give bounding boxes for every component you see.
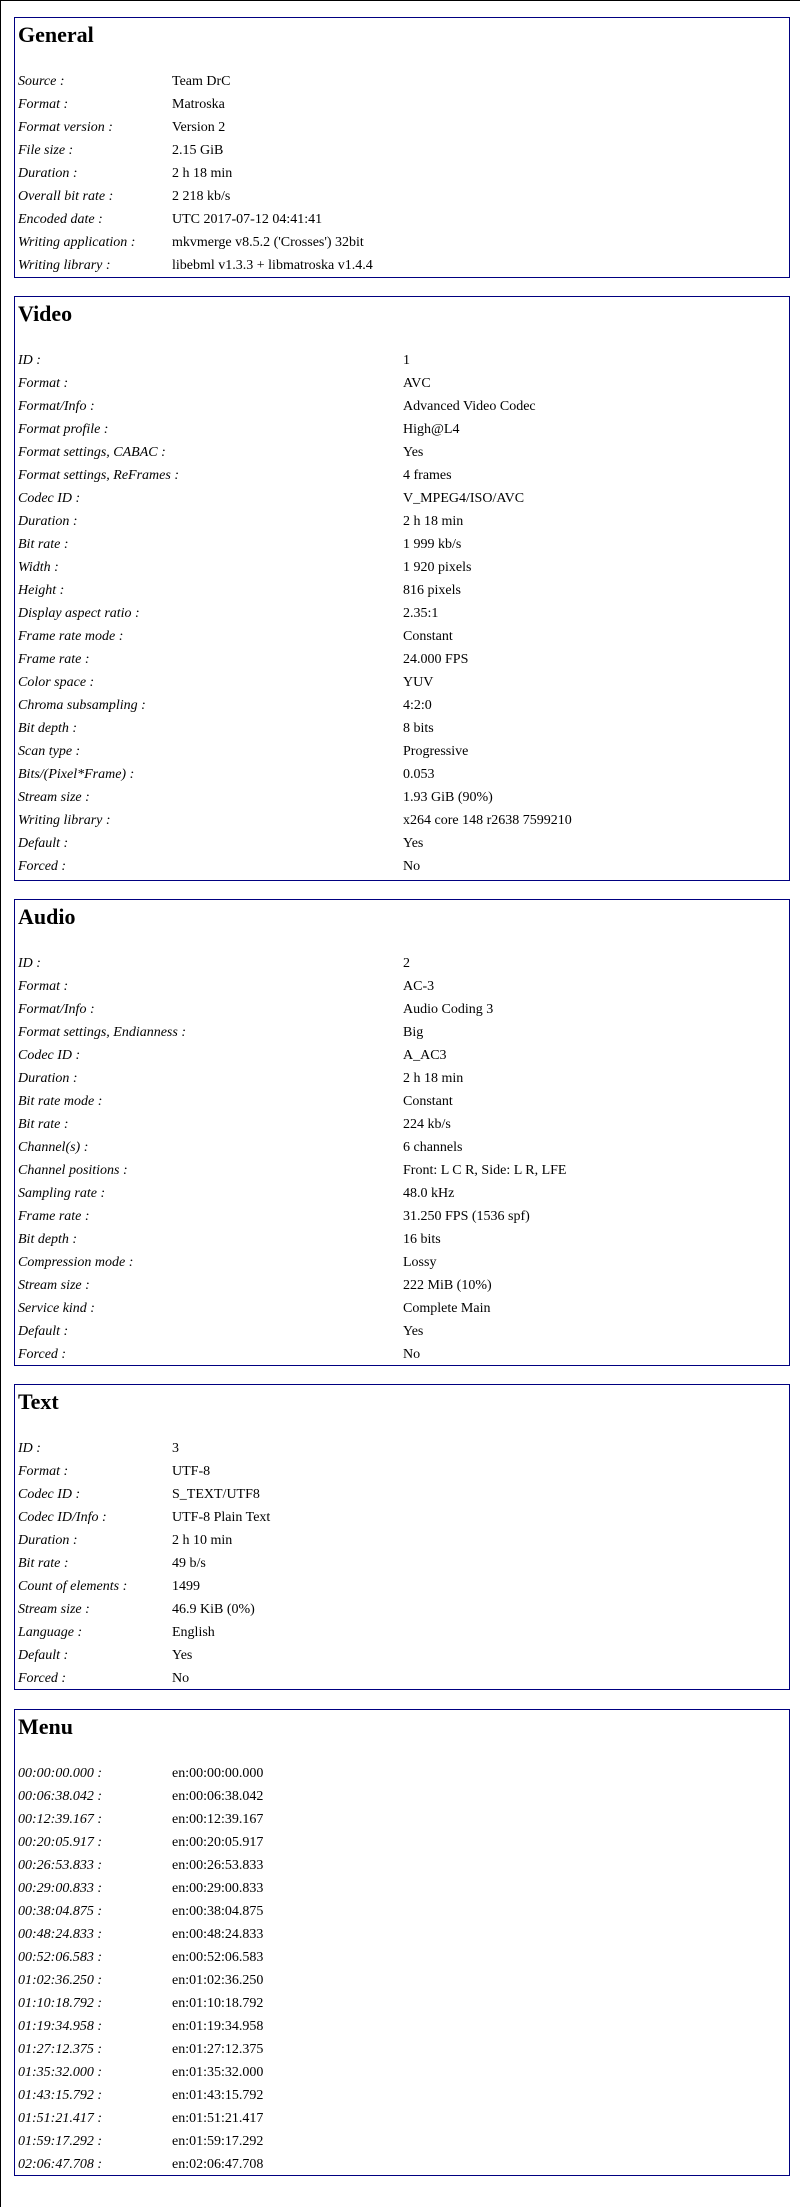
audio-rows: [18, 952, 789, 1366]
audio-row: [18, 1320, 789, 1343]
general-field-value: 2.15 GiB: [172, 143, 224, 158]
video-field-value: 816 pixels: [403, 583, 461, 598]
menu-field-value: en:00:29:00.833: [172, 1881, 264, 1896]
video-field-label: Frame rate :: [18, 652, 90, 667]
audio-row: [18, 1228, 789, 1251]
menu-row: [18, 2015, 789, 2038]
menu-field-value: en:01:19:34.958: [172, 2019, 264, 2034]
video-row: [18, 556, 789, 579]
video-section: [14, 296, 790, 881]
menu-field-value: en:00:06:38.042: [172, 1789, 264, 1804]
text-field-value: S_TEXT/UTF8: [172, 1487, 260, 1502]
menu-field-label: 00:52:06.583 :: [18, 1950, 102, 1965]
video-field-value: 1.93 GiB (90%): [403, 790, 493, 805]
menu-row: [18, 1923, 789, 1946]
video-row: [18, 579, 789, 602]
audio-field-value: Audio Coding 3: [403, 1002, 494, 1017]
general-field-label: Writing application :: [18, 235, 136, 250]
audio-row: [18, 1136, 789, 1159]
video-field-value: V_MPEG4/ISO/AVC: [403, 491, 525, 506]
audio-row: [18, 1182, 789, 1205]
general-field-label: Source :: [18, 74, 65, 89]
video-field-label: Stream size :: [18, 790, 90, 805]
video-field-label: Default :: [18, 836, 69, 851]
menu-field-label: 00:20:05.917 :: [18, 1835, 102, 1850]
menu-field-value: en:00:48:24.833: [172, 1927, 264, 1942]
menu-field-value: en:01:27:12.375: [172, 2042, 264, 2057]
general-rows: [18, 70, 789, 277]
text-row: [18, 1552, 789, 1575]
video-row: [18, 855, 789, 878]
video-row: [18, 533, 789, 556]
video-field-value: 4:2:0: [403, 698, 432, 713]
menu-row: [18, 2038, 789, 2061]
menu-field-value: en:00:00:00.000: [172, 1766, 264, 1781]
menu-field-label: 00:00:00.000 :: [18, 1766, 102, 1781]
menu-field-label: 01:10:18.792 :: [18, 1996, 102, 2011]
video-row: [18, 648, 789, 671]
video-row: [18, 349, 789, 372]
video-field-value: Yes: [403, 445, 424, 460]
audio-field-value: Front: L C R, Side: L R, LFE: [403, 1163, 567, 1178]
audio-row: [18, 1205, 789, 1228]
text-field-value: No: [172, 1671, 190, 1686]
general-section: [14, 17, 790, 278]
video-field-label: Height :: [18, 583, 65, 598]
text-section: [14, 1384, 790, 1690]
video-field-label: Forced :: [18, 859, 67, 874]
general-field-label: Duration :: [18, 166, 78, 181]
video-row: [18, 464, 789, 487]
video-row: [18, 671, 789, 694]
general-field-value: Matroska: [172, 97, 225, 112]
menu-field-label: 02:06:47.708 :: [18, 2157, 102, 2172]
text-field-label: Duration :: [18, 1533, 78, 1548]
video-field-label: Format profile :: [18, 422, 109, 437]
menu-heading: Menu: [18, 1714, 73, 1739]
video-field-label: Bit rate :: [18, 537, 69, 552]
video-field-value: Advanced Video Codec: [403, 399, 536, 414]
video-field-value: Progressive: [403, 744, 469, 759]
general-field-label: Format version :: [18, 120, 113, 135]
audio-field-value: AC-3: [403, 979, 435, 994]
text-row: [18, 1667, 789, 1690]
menu-row: [18, 1969, 789, 1992]
audio-field-label: Stream size :: [18, 1278, 90, 1293]
audio-field-value: No: [403, 1347, 421, 1362]
audio-field-value: 16 bits: [403, 1232, 441, 1247]
menu-field-label: 00:38:04.875 :: [18, 1904, 102, 1919]
audio-field-label: Format :: [18, 979, 69, 994]
menu-row: [18, 2107, 789, 2130]
menu-row: [18, 2084, 789, 2107]
menu-row: [18, 1808, 789, 1831]
audio-field-label: Channel(s) :: [18, 1140, 89, 1155]
video-row: [18, 832, 789, 855]
audio-field-value: Yes: [403, 1324, 424, 1339]
video-heading: Video: [18, 301, 73, 326]
general-field-value: 2 h 18 min: [172, 166, 233, 181]
menu-field-label: 00:12:39.167 :: [18, 1812, 102, 1827]
audio-field-label: Default :: [18, 1324, 69, 1339]
menu-row: [18, 1946, 789, 1969]
audio-field-value: Constant: [403, 1094, 453, 1109]
menu-row: [18, 1854, 789, 1877]
menu-field-label: 01:59:17.292 :: [18, 2134, 102, 2149]
text-field-value: UTF-8 Plain Text: [172, 1510, 271, 1525]
audio-row: [18, 1113, 789, 1136]
general-row: [18, 139, 789, 162]
menu-field-label: 01:51:21.417 :: [18, 2111, 102, 2126]
video-field-label: Bit depth :: [18, 721, 78, 736]
menu-field-value: en:01:43:15.792: [172, 2088, 264, 2103]
audio-field-value: Lossy: [403, 1255, 437, 1270]
general-heading: General: [18, 22, 94, 47]
menu-field-value: en:01:51:21.417: [172, 2111, 264, 2126]
text-field-value: UTF-8: [172, 1464, 211, 1479]
video-field-value: AVC: [403, 376, 431, 391]
video-field-value: 2.35:1: [403, 606, 439, 621]
audio-field-value: 2 h 18 min: [403, 1071, 464, 1086]
general-field-label: Format :: [18, 97, 69, 112]
video-field-value: No: [403, 859, 421, 874]
audio-row: [18, 1021, 789, 1044]
general-field-label: Overall bit rate :: [18, 189, 114, 204]
menu-field-value: en:00:52:06.583: [172, 1950, 264, 1965]
audio-row: [18, 952, 789, 975]
audio-field-value: 2: [403, 956, 410, 971]
text-rows: [18, 1437, 789, 1690]
video-field-value: YUV: [403, 675, 434, 690]
menu-row: [18, 1900, 789, 1923]
text-field-label: Language :: [18, 1625, 83, 1640]
audio-field-value: Big: [403, 1025, 424, 1040]
general-field-value: libebml v1.3.3 + libmatroska v1.4.4: [172, 258, 373, 273]
video-row: [18, 763, 789, 786]
video-row: [18, 694, 789, 717]
text-field-value: 49 b/s: [172, 1556, 206, 1571]
video-row: [18, 717, 789, 740]
menu-row: [18, 2153, 789, 2176]
video-row: [18, 786, 789, 809]
general-row: [18, 162, 789, 185]
general-field-label: Writing library :: [18, 258, 111, 273]
video-rows: [18, 349, 789, 878]
text-field-label: Default :: [18, 1648, 69, 1663]
menu-field-label: 00:48:24.833 :: [18, 1927, 102, 1942]
audio-section: [14, 899, 790, 1366]
general-field-value: 2 218 kb/s: [172, 189, 231, 204]
menu-row: [18, 2130, 789, 2153]
video-row: [18, 487, 789, 510]
text-field-label: Forced :: [18, 1671, 67, 1686]
menu-field-value: en:00:26:53.833: [172, 1858, 264, 1873]
video-field-label: Format settings, CABAC :: [18, 445, 166, 460]
audio-row: [18, 1343, 789, 1366]
video-row: [18, 510, 789, 533]
audio-field-value: 224 kb/s: [403, 1117, 451, 1132]
audio-field-label: Duration :: [18, 1071, 78, 1086]
menu-field-value: en:01:10:18.792: [172, 1996, 264, 2011]
text-field-value: 2 h 10 min: [172, 1533, 233, 1548]
video-field-label: Codec ID :: [18, 491, 81, 506]
audio-field-value: 48.0 kHz: [403, 1186, 455, 1201]
text-row: [18, 1506, 789, 1529]
text-field-label: Stream size :: [18, 1602, 90, 1617]
menu-row: [18, 1992, 789, 2015]
menu-field-label: 00:26:53.833 :: [18, 1858, 102, 1873]
audio-field-label: Sampling rate :: [18, 1186, 106, 1201]
audio-field-value: 222 MiB (10%): [403, 1278, 492, 1293]
video-field-label: Display aspect ratio :: [18, 606, 140, 621]
video-row: [18, 809, 789, 832]
text-row: [18, 1644, 789, 1667]
audio-row: [18, 1090, 789, 1113]
menu-field-value: en:01:35:32.000: [172, 2065, 264, 2080]
menu-field-value: en:01:02:36.250: [172, 1973, 264, 1988]
text-field-label: Codec ID/Info :: [18, 1510, 107, 1525]
menu-field-label: 01:02:36.250 :: [18, 1973, 102, 1988]
audio-field-label: Codec ID :: [18, 1048, 81, 1063]
video-row: [18, 395, 789, 418]
general-field-value: Version 2: [172, 120, 226, 135]
menu-row: [18, 1785, 789, 1808]
video-field-label: Scan type :: [18, 744, 81, 759]
audio-row: [18, 1274, 789, 1297]
video-field-label: Duration :: [18, 514, 78, 529]
text-field-label: Count of elements :: [18, 1579, 128, 1594]
menu-field-value: en:00:20:05.917: [172, 1835, 264, 1850]
video-field-value: Yes: [403, 836, 424, 851]
text-field-label: Bit rate :: [18, 1556, 69, 1571]
text-row: [18, 1621, 789, 1644]
audio-field-value: 6 channels: [403, 1140, 463, 1155]
video-row: [18, 441, 789, 464]
text-row: [18, 1575, 789, 1598]
text-row: [18, 1460, 789, 1483]
menu-row: [18, 1831, 789, 1854]
video-field-label: Format/Info :: [18, 399, 95, 414]
text-field-label: Format :: [18, 1464, 69, 1479]
audio-field-label: Channel positions :: [18, 1163, 128, 1178]
text-field-value: 46.9 KiB (0%): [172, 1602, 255, 1617]
video-field-value: 8 bits: [403, 721, 434, 736]
general-field-value: Team DrC: [172, 74, 231, 89]
video-field-label: Width :: [18, 560, 59, 575]
audio-field-value: 31.250 FPS (1536 spf): [403, 1209, 530, 1224]
video-field-label: Frame rate mode :: [18, 629, 124, 644]
video-field-label: Color space :: [18, 675, 95, 690]
menu-field-label: 00:06:38.042 :: [18, 1789, 102, 1804]
general-row: [18, 70, 789, 93]
video-field-value: 1 920 pixels: [403, 560, 472, 575]
menu-row: [18, 1877, 789, 1900]
audio-field-label: Compression mode :: [18, 1255, 134, 1270]
general-field-value: UTC 2017-07-12 04:41:41: [172, 212, 323, 227]
audio-heading: Audio: [18, 904, 76, 929]
general-row: [18, 93, 789, 116]
video-row: [18, 372, 789, 395]
menu-field-label: 01:19:34.958 :: [18, 2019, 102, 2034]
text-row: [18, 1437, 789, 1460]
audio-field-value: Complete Main: [403, 1301, 491, 1316]
video-field-value: 0.053: [403, 767, 435, 782]
video-field-label: ID :: [18, 353, 41, 368]
video-field-value: 1 999 kb/s: [403, 537, 462, 552]
menu-row: [18, 1762, 789, 1785]
video-field-value: 2 h 18 min: [403, 514, 464, 529]
text-field-label: Codec ID :: [18, 1487, 81, 1502]
audio-field-label: Bit rate mode :: [18, 1094, 103, 1109]
audio-field-label: Service kind :: [18, 1301, 95, 1316]
audio-row: [18, 1251, 789, 1274]
text-field-value: Yes: [172, 1648, 193, 1663]
text-field-label: ID :: [18, 1441, 41, 1456]
text-field-value: 1499: [172, 1579, 200, 1594]
audio-row: [18, 1067, 789, 1090]
menu-field-value: en:00:38:04.875: [172, 1904, 264, 1919]
audio-field-value: A_AC3: [403, 1048, 447, 1063]
menu-row: [18, 2061, 789, 2084]
menu-field-label: 01:43:15.792 :: [18, 2088, 102, 2103]
audio-row: [18, 1044, 789, 1067]
text-field-value: 3: [172, 1441, 179, 1456]
video-field-label: Chroma subsampling :: [18, 698, 146, 713]
general-row: [18, 185, 789, 208]
audio-field-label: Forced :: [18, 1347, 67, 1362]
audio-field-label: ID :: [18, 956, 41, 971]
menu-rows: [18, 1762, 789, 2176]
video-field-value: 4 frames: [403, 468, 452, 483]
audio-row: [18, 975, 789, 998]
audio-field-label: Format/Info :: [18, 1002, 95, 1017]
video-field-value: 24.000 FPS: [403, 652, 469, 667]
video-field-value: High@L4: [403, 422, 460, 437]
general-field-value: mkvmerge v8.5.2 ('Crosses') 32bit: [172, 235, 364, 250]
audio-field-label: Frame rate :: [18, 1209, 90, 1224]
text-heading: Text: [18, 1389, 59, 1414]
video-field-label: Bits/(Pixel*Frame) :: [18, 767, 135, 782]
audio-field-label: Bit rate :: [18, 1117, 69, 1132]
general-row: [18, 254, 789, 277]
video-field-label: Writing library :: [18, 813, 111, 828]
menu-field-value: en:00:12:39.167: [172, 1812, 264, 1827]
menu-field-label: 00:29:00.833 :: [18, 1881, 102, 1896]
general-row: [18, 231, 789, 254]
text-row: [18, 1529, 789, 1552]
menu-field-value: en:01:59:17.292: [172, 2134, 264, 2149]
text-row: [18, 1598, 789, 1621]
audio-field-label: Format settings, Endianness :: [18, 1025, 186, 1040]
video-row: [18, 625, 789, 648]
video-row: [18, 740, 789, 763]
video-field-value: x264 core 148 r2638 7599210: [403, 813, 572, 828]
menu-field-value: en:02:06:47.708: [172, 2157, 264, 2172]
text-row: [18, 1483, 789, 1506]
general-field-label: File size :: [18, 143, 74, 158]
video-row: [18, 418, 789, 441]
video-field-label: Format settings, ReFrames :: [18, 468, 179, 483]
video-field-value: Constant: [403, 629, 453, 644]
menu-field-label: 01:35:32.000 :: [18, 2065, 102, 2080]
video-field-value: 1: [403, 353, 410, 368]
menu-field-label: 01:27:12.375 :: [18, 2042, 102, 2057]
general-row: [18, 116, 789, 139]
menu-section: [14, 1709, 790, 2176]
audio-field-label: Bit depth :: [18, 1232, 78, 1247]
text-field-value: English: [172, 1625, 215, 1640]
audio-row: [18, 1297, 789, 1320]
video-field-label: Format :: [18, 376, 69, 391]
audio-row: [18, 998, 789, 1021]
video-row: [18, 602, 789, 625]
audio-row: [18, 1159, 789, 1182]
general-row: [18, 208, 789, 231]
general-field-label: Encoded date :: [18, 212, 103, 227]
